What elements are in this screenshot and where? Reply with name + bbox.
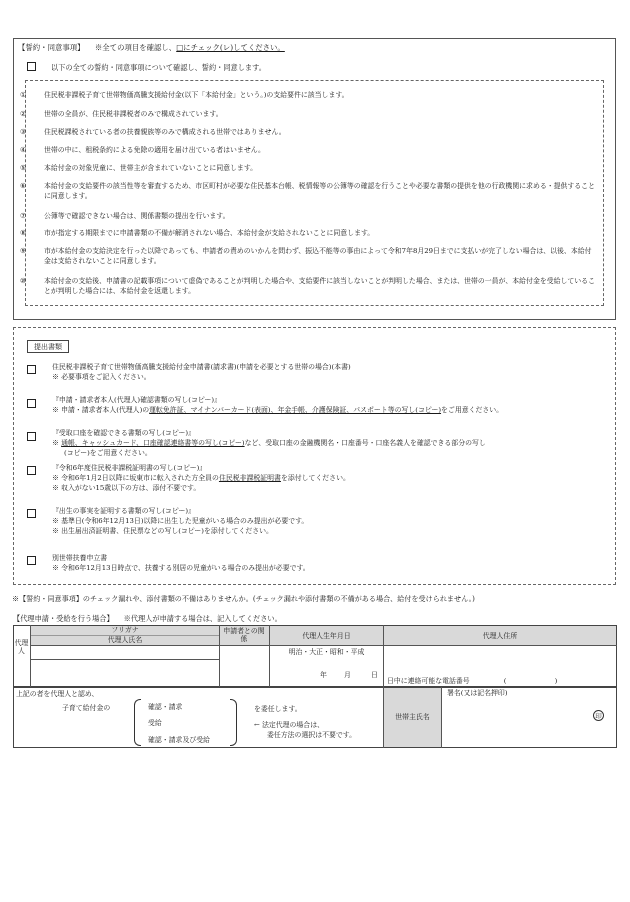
option-receive[interactable]: 受給 — [148, 719, 162, 727]
signature-input[interactable] — [442, 699, 616, 746]
agree-all-checkbox[interactable] — [27, 62, 36, 71]
furigana-label: フリガナ — [111, 626, 139, 634]
doc-item: 住民税非課税子育て世帯物価高騰支援給付金申請書(請求書)(申請を必要とする世帯の場合)(本書) ※ 必要事項をご記入ください。 — [52, 363, 351, 381]
term-item: ⑤ 本給付金の対象児童に、世帯主が含まれていないことに同意します。 — [20, 164, 258, 172]
address-input[interactable] — [384, 646, 616, 672]
doc-item: 『受取口座を確認できる書類の写し(コピー)』 ※ 通帳、キャッシュカード、口座確認連絡書等の写し(コピー)など、受取口座の金融機関名・口座番号・口座名義人を確認できる部分の写し (コピー)をご用意ください。 — [52, 429, 486, 457]
warning-note: ※【誓約・同意事項】のチェック漏れや、添付書類の不備はありませんか。(チェック漏れや添付書類の不備がある場合、給付を受けられません。) — [12, 594, 475, 603]
term-item: ② 世帯の全員が、住民税非課税者のみで構成されています。 — [20, 110, 223, 118]
delegate-text: 上記の者を代理人と認め、 — [16, 690, 99, 698]
doc-checkbox-dependent[interactable] — [27, 556, 36, 565]
term-item: ⑧ 市が指定する期限までに申請書類の不備が解消されない場合、本給付金が支給されないことに同意します。 — [20, 229, 375, 237]
proxy-heading: 【代理申請・受給を行う場合】 ※代理人が申請する場合は、記入してください。 — [13, 614, 282, 623]
delegate-text: 子育て給付金の — [62, 704, 111, 712]
term-item: ⑥ 本給付金の支給要件の該当性等を審査するため、市区町村が必要な住民基本台帳、税情報等の公簿等の確認を行うことや必要な書類の提供を他の行政機関に求める・提供することに同意します。 — [20, 182, 595, 200]
term-item: ① 住民税非課税子育て世帯物価高騰支援給付金(以下「本給付金」という。)の支給要件に該当します。 — [20, 91, 349, 99]
birth-month-label: 月 — [344, 671, 351, 679]
doc-item: 『申請・請求者本人(代理人)確認書類の写し(コピー)』 ※ 申請・請求者本人(代理人)の運転免許証、マイナンバーカード(表面)、年金手帳、介護保険証、パスポート等の写し(コピー)をご用意ください。 — [52, 396, 504, 414]
term-item: ④ 世帯の中に、租税条約による免除の適用を届け出ている者はいません。 — [20, 146, 265, 154]
proxy-name-input[interactable] — [31, 660, 219, 686]
legal-note: ← 法定代理の場合は、 — [254, 721, 324, 729]
agreement-heading: 【誓約・同意事項】 ※全ての項目を確認し、□にチェック(レ)してください。 — [18, 43, 285, 52]
era-options[interactable]: 明治・大正・昭和・平成 — [288, 648, 365, 656]
doc-item: 別世帯扶養申立書 ※ 令和6年12月13日時点で、扶養する別居の児童がいる場合のみ提出が必要です。 — [52, 554, 310, 572]
doc-checkbox-application[interactable] — [27, 365, 36, 374]
doc-checkbox-tax[interactable] — [27, 466, 36, 475]
term-item: ⑩ 本給付金の支給後、申請書の記載事項について虚偽であることが判明した場合や、支給要件に該当しないことが判明した場合、または、世帯の一員が、本給付金を受給していることが判明した場合には、本給付金を返還します。 — [20, 277, 595, 295]
documents-label: 提出書類 — [27, 340, 69, 353]
option-both[interactable]: 確認・請求及び受給 — [148, 736, 211, 744]
doc-checkbox-birth[interactable] — [27, 509, 36, 518]
proxy-name-label: 代理人氏名 — [107, 636, 143, 644]
relation-label: 申請者との関係 — [223, 627, 265, 644]
doc-checkbox-id[interactable] — [27, 399, 36, 408]
signature-label: 署名(又は記名押印) — [447, 689, 508, 697]
phone-label: 日中に連絡可能な電話番号 ( ) — [387, 677, 558, 685]
agree-all-label: 以下の全ての誓約・同意事項について確認し、誓約・同意します。 — [51, 63, 266, 72]
term-item: ⑨ 市が本給付金の支給決定を行った以降であっても、申請者の責めのいかんを問わず、振込不能等の事由によって令和7年8月29日までに支払いが完了しない場合は、以後、本給付金は支給されないことに同意します。 — [20, 247, 592, 265]
birth-year-label: 年 — [320, 671, 327, 679]
term-item: ⑦ 公簿等で確認できない場合は、関係書類の提出を行います。 — [20, 212, 230, 220]
birth-day-label: 日 — [371, 671, 378, 679]
relation-input[interactable] — [220, 646, 269, 686]
proxy-side-label: 代理人 — [14, 639, 29, 655]
address-label: 代理人住所 — [482, 632, 518, 640]
doc-item: 『令和6年度住民税非課税証明書の写し(コピー)』 ※ 令和6年1月2日以降に坂東市に転入された方全員の住民税非課税証明書を添付してください。 ※ 収入がない15歳以下の方は、添付不要です。 — [52, 464, 350, 492]
doc-checkbox-bank[interactable] — [27, 432, 36, 441]
seal-mark: 印 — [593, 710, 604, 721]
legal-note: 委任方法の選択は不要です。 — [267, 731, 357, 739]
option-confirm-request[interactable]: 確認・請求 — [148, 703, 183, 711]
birthdate-label: 代理人生年月日 — [302, 632, 351, 640]
head-name-label: 世帯主氏名 — [395, 713, 430, 721]
delegate-text: を委任します。 — [254, 705, 302, 713]
bracket-left — [134, 699, 141, 746]
term-item: ③ 住民税課税されている者の扶養親族等のみで構成される世帯ではありません。 — [20, 128, 286, 136]
furigana-input[interactable] — [31, 646, 219, 659]
doc-item: 『出生の事実を証明する書類の写し(コピー)』 ※ 基準日(令和6年12月13日)以降に出生した児童がいる場合のみ提出が必要です。 ※ 出生届出済証明書、住民票などの写し(コピー)を添付してください。 — [52, 507, 309, 535]
bracket-right — [230, 699, 237, 746]
